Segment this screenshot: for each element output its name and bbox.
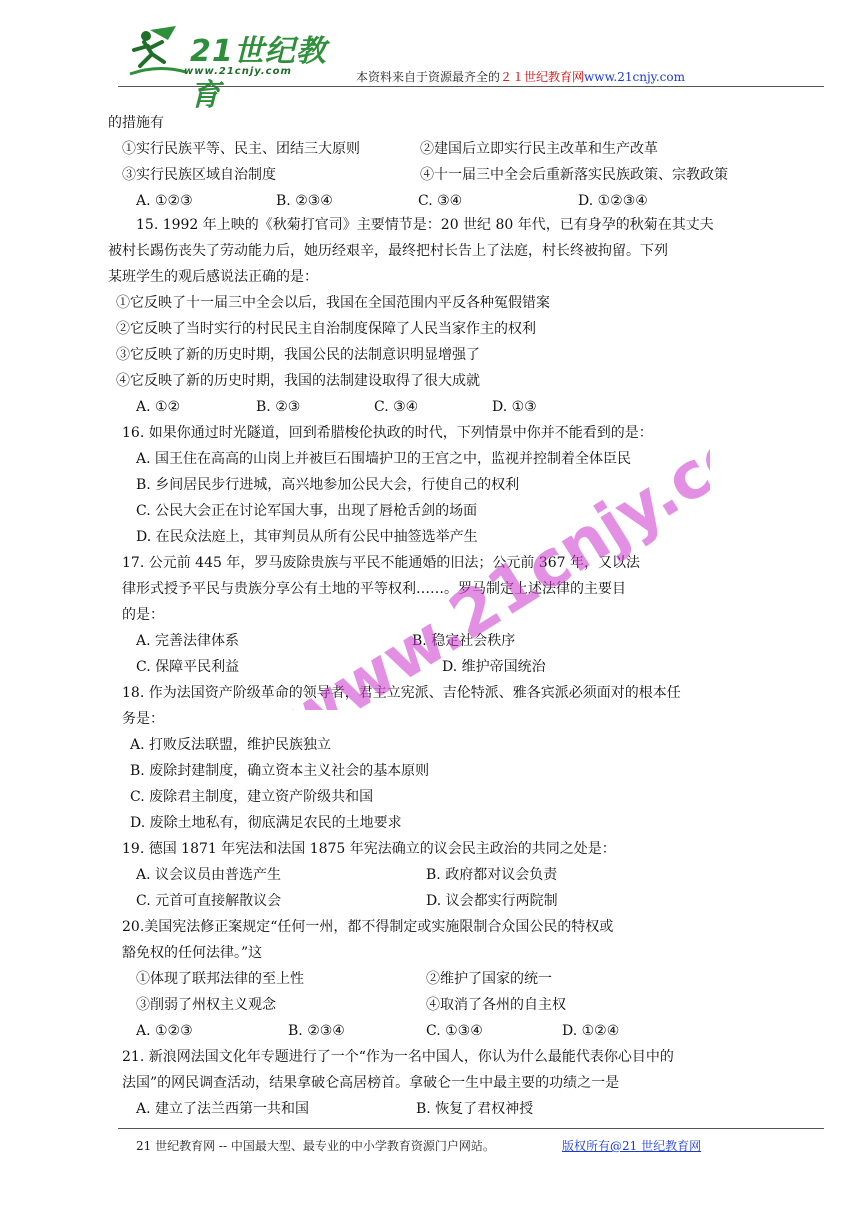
text-line: 的措施有 [108, 115, 164, 131]
answer-choice: B. ②③ [256, 399, 301, 415]
answer-choice: D. 废除土地私有，彻底满足农民的土地要求 [130, 815, 402, 831]
answer-choice: B. ②③④ [288, 1023, 345, 1039]
runner-logo-icon [128, 24, 188, 78]
question-line: 18. 作为法国资产阶级革命的领导者，君主立宪派、吉伦特派、雅各宾派必须面对的根本任 [122, 685, 681, 701]
question-line: 律形式授予平民与贵族分享公有土地的平等权利……。罗马制定上述法律的主要目 [122, 581, 626, 597]
answer-choice: B. 乡间居民步行进城，高兴地参加公民大会，行使自己的权利 [136, 477, 520, 493]
answer-choice: B. 恢复了君权神授 [416, 1101, 534, 1117]
answer-choice: A. ①② [136, 399, 181, 415]
question-line: 20.美国宪法修正案规定“任何一州，都不得制定或实施限制合众国公民的特权或 [122, 919, 614, 935]
answer-choice: A. 议会议员由普选产生 [136, 867, 282, 883]
answer-choice: B. ②③④ [276, 193, 333, 209]
answer-choice: C. ①③④ [426, 1023, 483, 1039]
answer-choice: A. 国王住在高高的山岗上并被巨石围墙护卫的王宫之中，监视并控制着全体臣民 [136, 451, 632, 467]
answer-choice: A. 打败反法联盟，维护民族独立 [130, 737, 332, 753]
answer-choice: B. 废除封建制度，确立资本主义社会的基本原则 [130, 763, 430, 779]
question-line: 17. 公元前 445 年，罗马废除贵族与平民不能通婚的旧法；公元前 367 年，又以法 [122, 555, 640, 571]
header-note [356, 68, 685, 85]
header-note-prefix: 本资料来自于资源最齐全的 [356, 70, 501, 84]
answer-choice: D. ①②④ [562, 1023, 620, 1039]
option-line: ①体现了联邦法律的至上性 [136, 971, 304, 987]
copyright-link[interactable]: 版权所有@21 世纪教育网 [562, 1139, 702, 1153]
question-line: 某班学生的观后感说法正确的是： [108, 269, 318, 285]
question-line: 的是： [122, 607, 164, 623]
footer-text: 21 世纪教育网 -- 中国最大型、最专业的中小学教育资源门户网站。 [136, 1139, 495, 1153]
option-line: ④取消了各州的自主权 [426, 997, 566, 1013]
option-line: ④十一届三中全会后重新落实民族政策、宗教政策 [420, 167, 728, 183]
answer-choice: C. 元首可直接解散议会 [136, 893, 282, 909]
answer-choice: A. 完善法律体系 [136, 633, 240, 649]
question-line: 21. 新浪网法国文化年专题进行了一个“作为一名中国人，你认为什么最能代表你心目中的 [122, 1049, 674, 1065]
answer-choice: A. ①②③ [136, 1023, 193, 1039]
answer-choice: A. 建立了法兰西第一共和国 [136, 1101, 310, 1117]
option-line: ②建国后立即实行民主改革和生产改革 [420, 141, 658, 157]
answer-choice: D. ①③ [492, 399, 537, 415]
answer-choice: D. ①②③④ [578, 193, 648, 209]
question-line: 15. 1992 年上映的《秋菊打官司》主要情节是：20 世纪 80 年代，已有身孕的秋菊在其丈夫 [136, 217, 714, 233]
answer-choice: D. 议会都实行两院制 [426, 893, 558, 909]
answer-choice: D. 在民众法庭上，其审判员从所有公民中抽签选举产生 [136, 529, 478, 545]
answer-choice: C. ③④ [374, 399, 419, 415]
option-line: ③实行民族区域自治制度 [122, 167, 276, 183]
answer-choice: A. ①②③ [136, 193, 193, 209]
answer-choice: B. 政府都对议会负责 [426, 867, 558, 883]
page-header [0, 0, 860, 113]
option-line: ④它反映了新的历史时期，我国的法制建设取得了很大成就 [116, 373, 480, 389]
option-line: ①实行民族平等、民主、团结三大原则 [122, 141, 360, 157]
site-logo[interactable] [120, 22, 350, 113]
question-line: 16. 如果你通过时光隧道，回到希腊梭伦执政的时代，下列情景中你并不能看到的是： [122, 425, 653, 441]
question-line: 19. 德国 1871 年宪法和法国 1875 年宪法确立的议会民主政治的共同之处是： [122, 841, 616, 857]
option-line: ②它反映了当时实行的村民民主自治制度保障了人民当家作主的权利 [116, 321, 536, 337]
question-line: 法国”的网民调查活动，结果拿破仑高居榜首。拿破仑一生中最主要的功绩之一是 [122, 1075, 620, 1091]
question-line: 务是： [122, 711, 164, 727]
option-line: ③削弱了州权主义观念 [136, 997, 276, 1013]
answer-choice: B. 稳定社会秩序 [412, 633, 516, 649]
header-site-name[interactable]: ２１世纪教育网 [500, 70, 585, 84]
logo-text: 21世纪教育 [190, 34, 327, 113]
question-line: 豁免权的任何法律。”这 [122, 945, 263, 961]
answer-choice: C. 废除君主制度，建立资产阶级共和国 [130, 789, 374, 805]
watermark-text: www.21cnjy.com [269, 390, 710, 710]
answer-choice: D. 维护帝国统治 [442, 659, 546, 675]
header-site-url[interactable]: www.21cnjy.com [584, 70, 685, 84]
logo-url: www.21cnjy.com [184, 66, 292, 77]
answer-choice: C. 保障平民利益 [136, 659, 240, 675]
option-line: ③它反映了新的历史时期，我国公民的法制意识明显增强了 [116, 347, 480, 363]
question-line: 被村长踢伤丧失了劳动能力后，她历经艰辛，最终把村长告上了法庭，村长终被拘留。下列 [108, 243, 668, 259]
header-divider [118, 86, 824, 87]
option-line: ②维护了国家的统一 [426, 971, 552, 987]
option-line: ①它反映了十一届三中全会以后，我国在全国范围内平反各种冤假错案 [116, 295, 550, 311]
answer-choice: C. ③④ [418, 193, 463, 209]
footer-divider [118, 1128, 824, 1129]
answer-choice: C. 公民大会正在讨论军国大事，出现了唇枪舌剑的场面 [136, 503, 478, 519]
